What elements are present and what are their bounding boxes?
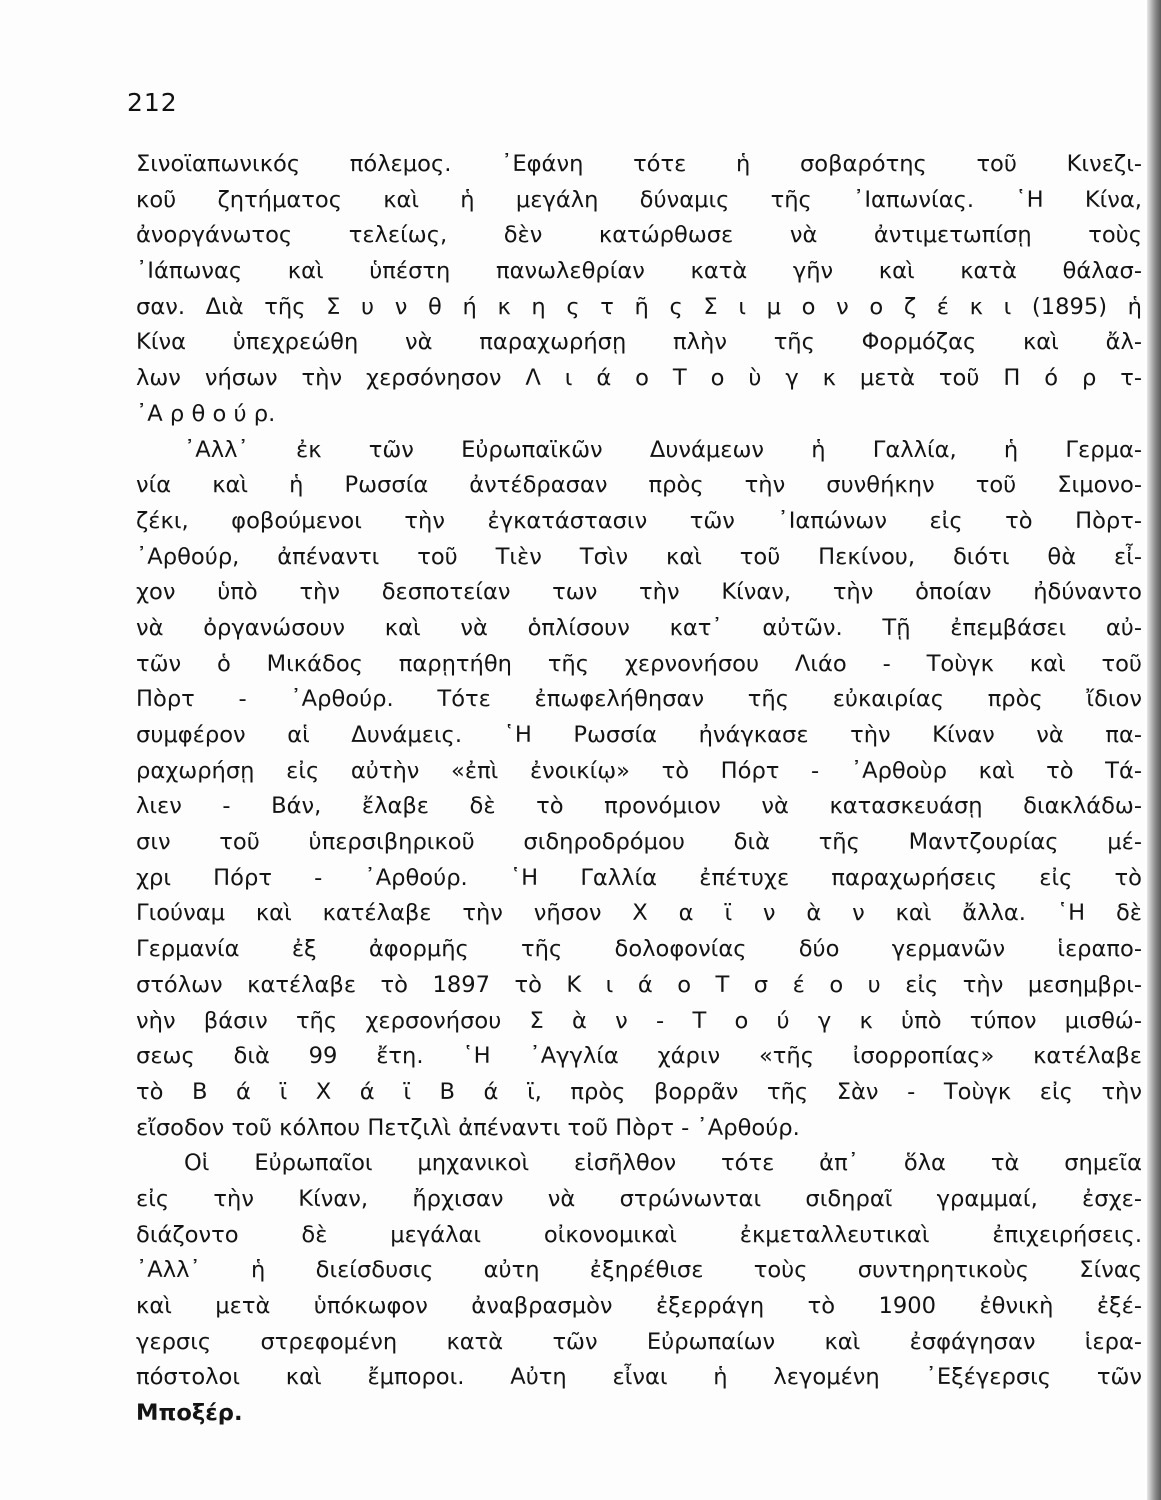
text-line: γερσις στρεφομένη κατὰ τῶν Εὐρωπαίων καὶ ἐσφάγησαν ἱερα- xyxy=(136,1328,1142,1355)
text-line: εἴσοδον τοῦ κόλπου Πετζιλὶ ἀπέναντι τοῦ Πὸρτ - ᾿Αρθούρ. xyxy=(136,1114,800,1141)
text-line: νία καὶ ἡ Ρωσσία ἀντέδρασαν πρὸς τὴν συνθήκην τοῦ Σιμονο- xyxy=(136,472,1142,499)
text-line: νὴν βάσιν τῆς χερσονήσου Σ ὰ ν - Τ ο ύ γ κ ὑπὸ τύπον μισθώ- xyxy=(136,1007,1142,1034)
text-line: Κίνα ὑπεχρεώθη νὰ παραχωρήσῃ πλὴν τῆς Φορμόζας καὶ ἄλ- xyxy=(136,329,1142,356)
text-line: λιεν - Βάν, ἔλαβε δὲ τὸ προνόμιον νὰ κατασκευάσῃ διακλάδω- xyxy=(136,793,1142,820)
text-line: κοῦ ζητήματος καὶ ἡ μεγάλη δύναμις τῆς ᾿Ιαπωνίας. ῾Η Κίνα, xyxy=(136,186,1142,213)
text-line: Σινοϊαπωνικός πόλεμος. ᾿Εφάνη τότε ἡ σοβαρότης τοῦ Κινεζι- xyxy=(136,151,1142,177)
page-edge-shadow xyxy=(1147,0,1161,1500)
text-line: συμφέρον αἱ Δυνάμεις. ῾Η Ρωσσία ἠνάγκασε τὴν Κίναν νὰ πα- xyxy=(136,722,1142,748)
text-line: Γερμανία ἐξ ἀφορμῆς τῆς δολοφονίας δύο γερμανῶν ἱεραπο- xyxy=(136,936,1142,963)
text-line: τῶν ὁ Μικάδος παρῃτήθη τῆς χερνονήσου Λιάο - Τοὺγκ καὶ τοῦ xyxy=(136,650,1142,677)
text-line: ᾿Αρθούρ, ἀπέναντι τοῦ Τιὲν Τσὶν καὶ τοῦ Πεκίνου, διότι θὰ εἶ- xyxy=(136,543,1142,570)
text-line: λων νήσων τὴν χερσόνησον Λ ι ά ο Τ ο ὺ γ κ μετὰ τοῦ Π ό ρ τ- xyxy=(136,365,1142,392)
text-line: σεως διὰ 99 ἔτη. ῾Η ᾿Αγγλία χάριν «τῆς ἰσορροπίας» κατέλαβε xyxy=(136,1043,1142,1070)
page-number: 212 xyxy=(127,88,178,117)
text-line: σιν τοῦ ὑπερσιβηρικοῦ σιδηροδρόμου διὰ τῆς Μαντζουρίας μέ- xyxy=(136,829,1142,856)
text-line: διάζοντο δὲ μεγάλαι οἰκονομικαὶ ἐκμεταλλευτικαὶ ἐπιχειρήσεις. xyxy=(136,1221,1142,1248)
text-line: ᾿Αλλ᾿ ἡ διείσδυσις αὐτη ἐξηρέθισε τοὺς συντηρητικοὺς Σίνας xyxy=(136,1257,1142,1284)
text-line: Γιούναμ καὶ κατέλαβε τὴν νῆσον Χ α ϊ ν ὰ ν καὶ ἄλλα. ῾Η δὲ xyxy=(136,900,1142,927)
text-line: Πὸρτ - ᾿Αρθούρ. Τότε ἐπωφελήθησαν τῆς εὐκαιρίας πρὸς ἴδιον xyxy=(136,686,1142,713)
text-line: χρι Πόρτ - ᾿Αρθούρ. ῾Η Γαλλία ἐπέτυχε παραχωρήσεις εἰς τὸ xyxy=(136,864,1142,891)
text-line: νὰ ὀργανώσουν καὶ νὰ ὁπλίσουν κατ᾿ αὐτῶν. Τῇ ἐπεμβάσει αὐ- xyxy=(136,614,1142,641)
paragraph-start-line: Οἱ Εὐρωπαῖοι μηχανικοὶ εἰσῆλθον τότε ἀπ᾿ ὅλα τὰ σημεῖα xyxy=(184,1150,1142,1177)
text-line: ραχωρήσῃ εἰς αὐτὴν «ἐπὶ ἐνοικίῳ» τὸ Πόρτ - ᾿Αρθοὺρ καὶ τὸ Τά- xyxy=(136,757,1142,784)
text-line: ᾿Α ρ θ ο ύ ρ. xyxy=(136,400,276,427)
text-line: ἀνοργάνωτος τελείως, δὲν κατώρθωσε νὰ ἀντιμετωπίσῃ τοὺς xyxy=(136,222,1142,249)
paragraph-start-line: ᾿Αλλ᾿ ἐκ τῶν Εὐρωπαϊκῶν Δυνάμεων ἡ Γαλλία, ἡ Γερμα- xyxy=(184,436,1142,463)
text-line: ᾿Ιάπωνας καὶ ὑπέστη πανωλεθρίαν κατὰ γῆν καὶ κατὰ θάλασ- xyxy=(136,258,1142,285)
text-line: καὶ μετὰ ὑπόκωφον ἀναβρασμὸν ἐξερράγη τὸ 1900 ἐθνικὴ ἐξέ- xyxy=(136,1293,1142,1319)
text-line: εἰς τὴν Κίναν, ἤρχισαν νὰ στρώνωνται σιδηραῖ γραμμαί, ἐσχε- xyxy=(136,1185,1142,1212)
text-line: στόλων κατέλαβε τὸ 1897 τὸ Κ ι ά ο Τ σ έ ο υ εἰς τὴν μεσημβρι- xyxy=(136,971,1142,998)
text-line: πόστολοι καὶ ἔμποροι. Αὐτη εἶναι ἡ λεγομένη ᾿Εξέγερσις τῶν xyxy=(136,1364,1142,1391)
text-line: ζέκι, φοβούμενοι τὴν ἐγκατάστασιν τῶν ᾿Ιαπώνων εἰς τὸ Πὸρτ- xyxy=(136,507,1142,534)
body-text xyxy=(136,147,1142,1432)
text-line: σαν. Διὰ τῆς Σ υ ν θ ή κ η ς τ ῆ ς Σ ι μ ο ν ο ζ έ κ ι (1895) ἡ xyxy=(136,293,1142,320)
text-line: χον ὑπὸ τὴν δεσποτείαν των τὴν Κίναν, τὴν ὁποίαν ἠδύναντο xyxy=(136,579,1142,606)
text-line: Μποξέρ. xyxy=(136,1400,243,1427)
text-line: τὸ Β ά ϊ Χ ά ϊ Β ά ϊ, πρὸς βορρᾶν τῆς Σὰν - Τοὺγκ εἰς τὴν xyxy=(136,1078,1142,1105)
